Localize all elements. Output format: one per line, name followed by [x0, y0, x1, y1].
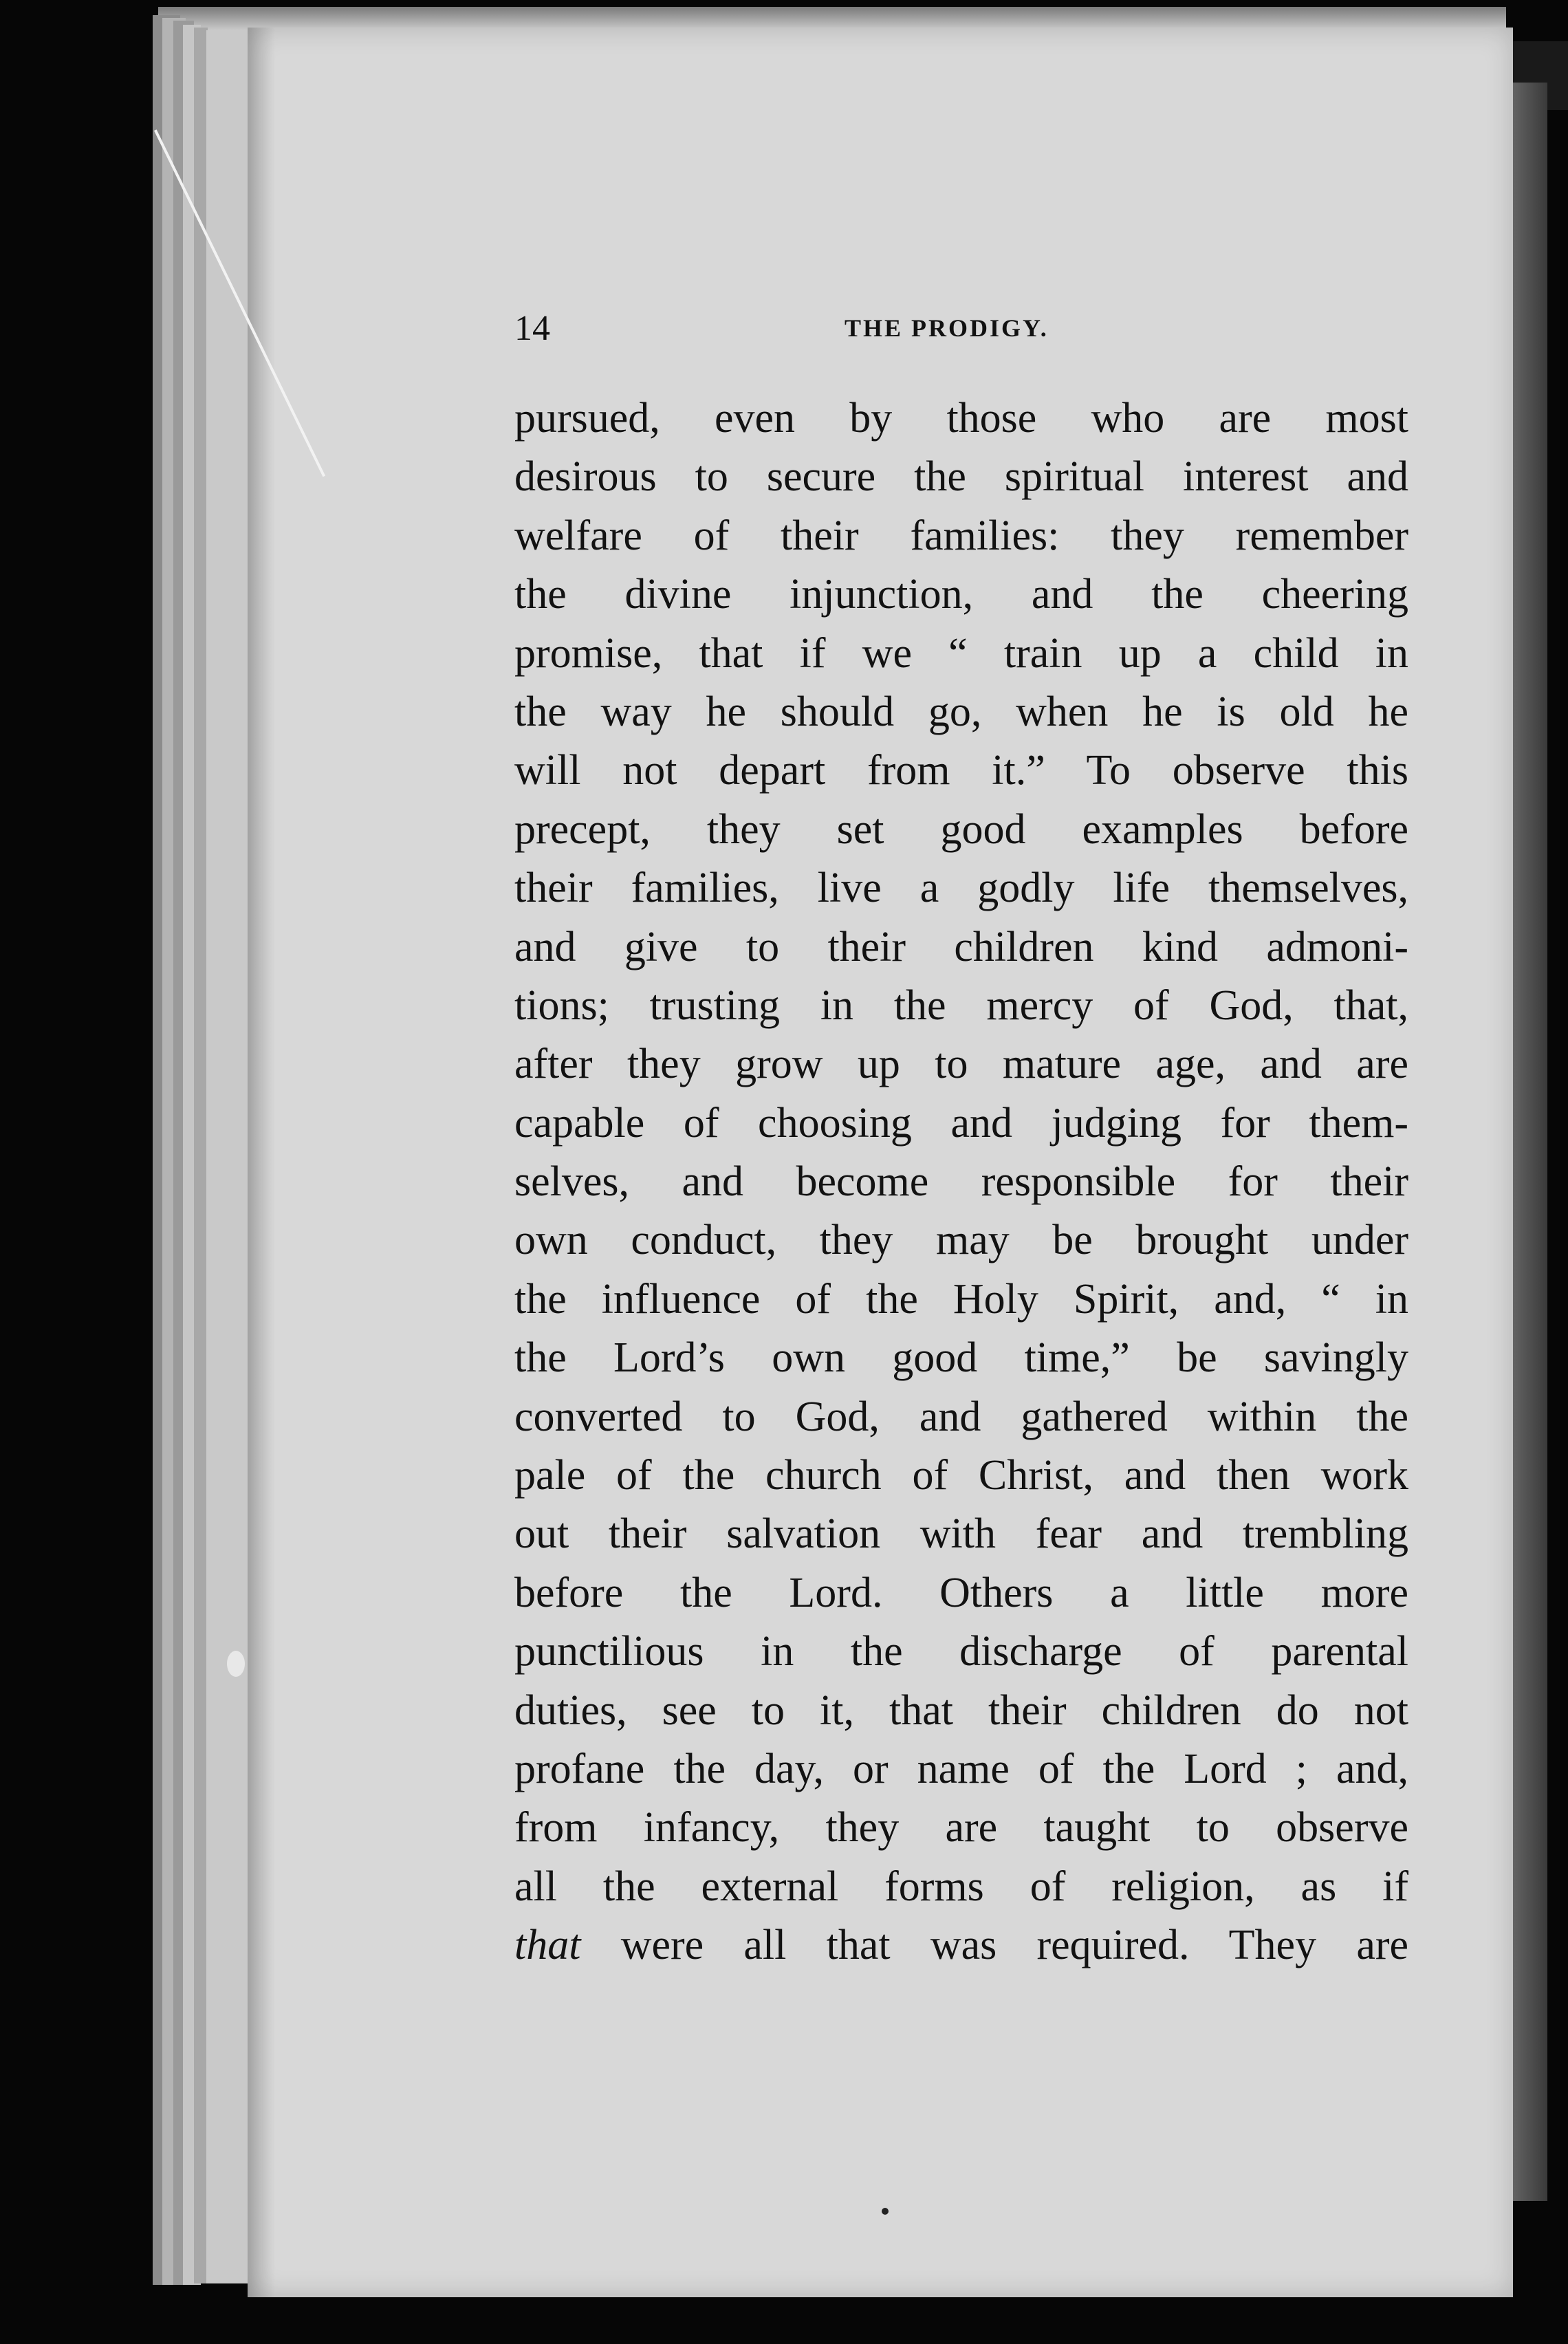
text-line: after they grow up to mature age, and are [514, 1041, 1408, 1088]
text-line: pale of the church of Christ, and then work [514, 1452, 1408, 1499]
text-line: punctilious in the discharge of parental [514, 1628, 1408, 1675]
text-line: the influence of the Holy Spirit, and, “ in [514, 1275, 1408, 1323]
text-line: from infancy, they are taught to observe [514, 1804, 1408, 1852]
text-line: duties, see to it, that their children do not [514, 1686, 1408, 1734]
text-line: profane the day, or name of the Lord ; and, [514, 1745, 1408, 1792]
text-line: all the external forms of religion, as if [514, 1863, 1408, 1910]
text-line: their families, live a godly life themselves, [514, 865, 1408, 912]
scan-speck [882, 2208, 889, 2215]
text-line: the Lord’s own good time,” be savingly [514, 1334, 1408, 1382]
italic-word: that [514, 1922, 581, 1969]
page-number: 14 [514, 309, 550, 348]
body-text [514, 389, 1408, 1975]
text-line: precept, they set good examples before [514, 805, 1408, 853]
text-line: own conduct, they may be brought under [514, 1217, 1408, 1264]
text-line: desirous to secure the spiritual interest and [514, 453, 1408, 501]
text-line: selves, and become responsible for their [514, 1158, 1408, 1206]
scan-speck [227, 1651, 245, 1677]
text-line: out their salvation with fear and trembling [514, 1510, 1408, 1558]
page-stack-edge [194, 28, 208, 2283]
text-line: tions; trusting in the mercy of God, that, [514, 981, 1408, 1029]
text-line: and give to their children kind admoni- [514, 923, 1408, 970]
text-line: pursued, even by those who are most [514, 395, 1408, 442]
text-line: before the Lord. Others a little more [514, 1569, 1408, 1616]
running-head [514, 308, 1406, 356]
text-line: will not depart from it.” To observe this [514, 747, 1408, 794]
text-line-last-rest: were all that was required. They are [580, 1922, 1408, 1969]
text-line: the divine injunction, and the cheering [514, 571, 1408, 618]
text-line-last [514, 1916, 1408, 1975]
running-title: THE PRODIGY. [845, 314, 1049, 342]
page-stack-edge [206, 30, 248, 2283]
text-line: capable of choosing and judging for them- [514, 1099, 1408, 1147]
text-line: welfare of their families: they remember [514, 512, 1408, 559]
text-line: the way he should go, when he is old he [514, 688, 1408, 735]
text-line: promise, that if we “ train up a child in [514, 629, 1408, 677]
text-line: converted to God, and gathered within the [514, 1393, 1408, 1440]
